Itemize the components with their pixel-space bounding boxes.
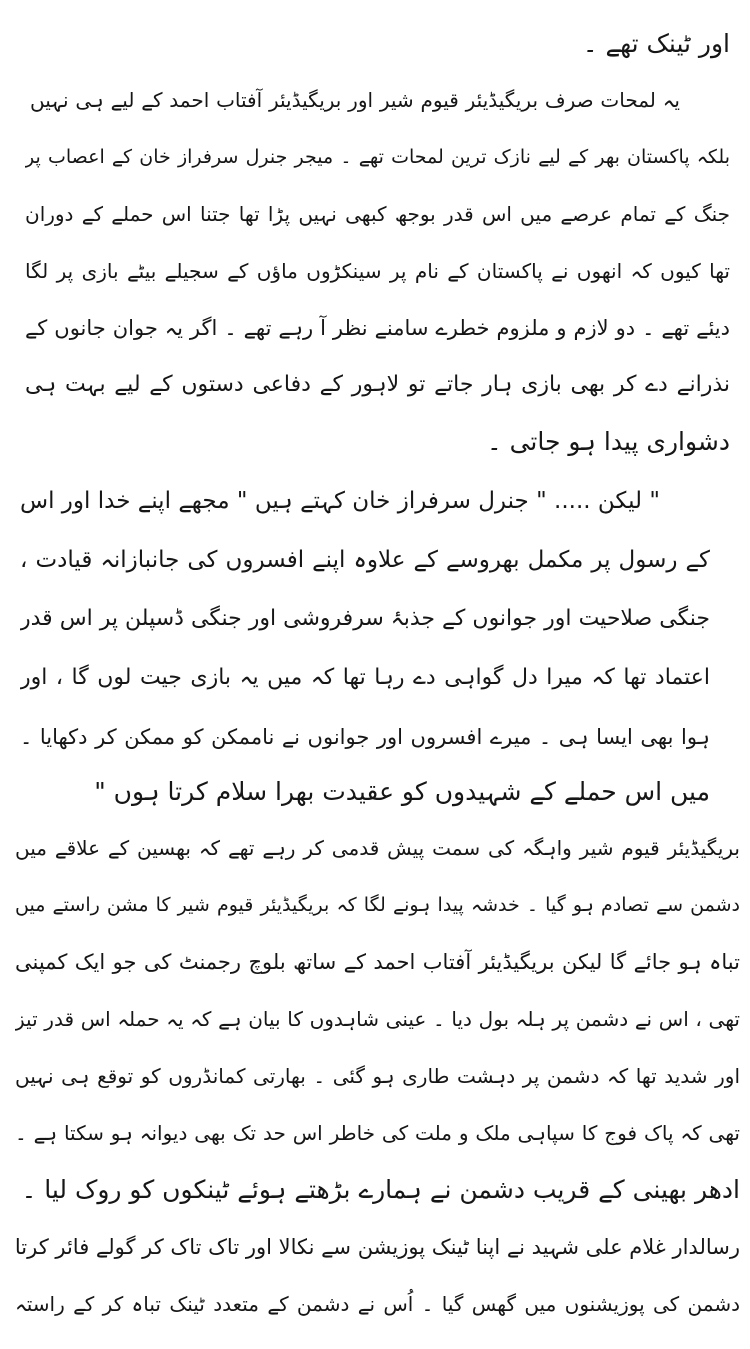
text-line: یہ لمحات صرف بریگیڈیئر قیوم شیر اور بریگیڈیئر آفتاب احمد کے لیے ہی نہیں [30, 88, 680, 112]
text-line: دشواری پیدا ہو جاتی ۔ [486, 427, 730, 456]
text-line: بریگیڈیئر قیوم شیر واہگہ کی سمت پیش قدمی کر رہے تھے کہ بھسین کے علاقے میں [15, 836, 740, 860]
quote-line: میں اس حملے کے شہیدوں کو عقیدت بھرا سلام کرتا ہوں " [94, 777, 710, 806]
text-line: اور شدید تھا کہ دشمن پر دہشت طاری ہو گئی ۔ بھارتی کمانڈروں کو توقع ہی نہیں [15, 1064, 740, 1088]
quote-line: ہوا بھی ایسا ہی ۔ میرے افسروں اور جوانوں نے ناممکن کو ممکن کر دکھایا ۔ [20, 725, 710, 749]
quote-line: " لیکن ..... " جنرل سرفراز خان کہتے ہیں " مجھے اپنے خدا اور اس [20, 488, 660, 514]
text-line: ادھر بھینی کے قریب دشمن نے ہمارے بڑھتے ہوئے ٹینکوں کو روک لیا ۔ [21, 1175, 740, 1204]
text-line: تھا کیوں کہ انھوں نے پاکستان کے نام پر سینکڑوں ماؤں کے سجیلے بیٹے بازی پر لگا [25, 259, 730, 283]
quote-line: اعتماد تھا کہ میرا دل گواہی دے رہا تھا کہ میں یہ بازی جیت لوں گا ، اور [20, 665, 710, 690]
quote-line: کے رسول پر مکمل بھروسے کے علاوہ اپنے افسروں کی جانبازانہ قیادت ، [20, 547, 710, 573]
text-line: تھی کہ پاک فوج کا سپاہی ملک و ملت کی خاطر اس حد تک بھی دیوانہ ہو سکتا ہے ۔ [15, 1121, 740, 1145]
text-line: بلکہ پاکستان بھر کے لیے نازک ترین لمحات تھے ۔ میجر جنرل سرفراز خان کے اعصاب پر [25, 146, 730, 168]
text-line: نذرانے دے کر بھی بازی ہار جاتے تو لاہور کے دفاعی دستوں کے لیے بہت ہی [25, 372, 730, 397]
text-line: اور ٹینک تھے ۔ [582, 29, 730, 58]
text-line: دشمن کی پوزیشنوں میں گھس گیا ۔ اُس نے دشمن کے متعدد ٹینک تباہ کر کے راستہ [15, 1292, 740, 1316]
text-line: جنگ کے تمام عرصے میں اس قدر بوجھ کبھی نہیں پڑا تھا جتنا اس حملے کے دوران [25, 202, 730, 226]
text-line: دیئے تھے ۔ دو لازم و ملزوم خطرے سامنے نظر آ رہے تھے ۔ اگر یہ جوان جانوں کے [25, 316, 730, 340]
text-line: تھی ، اس نے دشمن پر ہلہ بول دیا ۔ عینی شاہدوں کا بیان ہے کہ یہ حملہ اس قدر تیز [15, 1007, 740, 1031]
text-line: تباہ ہو جائے گا لیکن بریگیڈیئر آفتاب احمد کے ساتھ بلوچ رجمنٹ کی جو ایک کمپنی [15, 950, 740, 974]
text-line: رسالدار غلام علی شہید نے اپنا ٹینک پوزیشن سے نکالا اور تاک تاک کر گولے فائر کرتا [15, 1235, 740, 1259]
text-line: دشمن سے تصادم ہو گیا ۔ خدشہ پیدا ہونے لگا کہ بریگیڈیئر قیوم شیر کا مشن راستے میں [15, 894, 740, 916]
quote-line: جنگی صلاحیت اور جوانوں کے جذبۂ سرفروشی اور جنگی ڈسپلن پر اس قدر [20, 606, 710, 631]
